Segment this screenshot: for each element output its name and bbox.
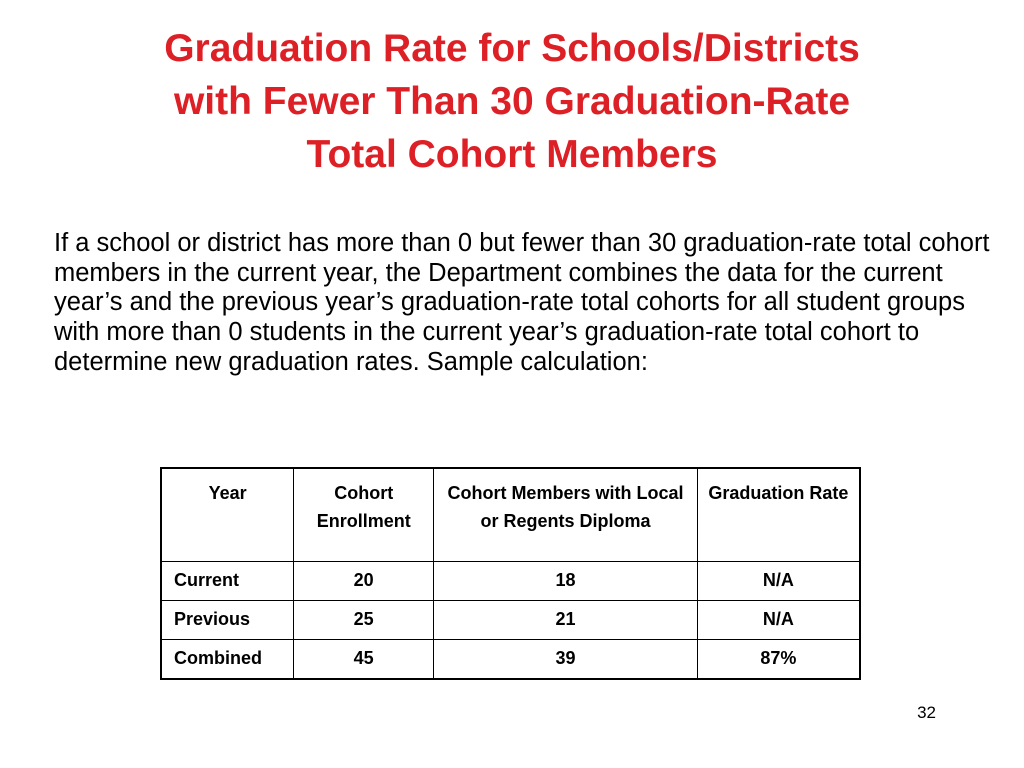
- table-cell-rate: 87%: [697, 639, 860, 679]
- table-cell-year: Previous: [161, 600, 294, 639]
- body-paragraph: If a school or district has more than 0 but fewer than 30 graduation-rate total cohort members in the current year, the Department combines the data for the current year’s and the previous year’s graduation-rate total cohorts for all student groups with more than 0 students in the current year’s graduation-rate total cohort to determine new graduation rates. Sample calculation:: [54, 229, 990, 376]
- header-cohort-enrollment: Cohort Enrollment: [294, 468, 434, 561]
- header-graduation-rate: Graduation Rate: [697, 468, 860, 561]
- table-cell-enrollment: 25: [294, 600, 434, 639]
- table-cell-diploma: 18: [434, 561, 698, 600]
- table-cell-diploma: 21: [434, 600, 698, 639]
- title-line-1: Graduation Rate for Schools/Districts: [164, 27, 860, 70]
- title-line-3: Total Cohort Members: [306, 133, 718, 176]
- table-cell-rate: N/A: [697, 561, 860, 600]
- sample-calculation-table: [160, 467, 861, 680]
- table-cell-diploma: 39: [434, 639, 698, 679]
- table-cell-year: Combined: [161, 639, 294, 679]
- table-header-row: [161, 468, 860, 561]
- page-number: 32: [917, 703, 936, 722]
- table-row: [161, 639, 860, 679]
- title-line-2: with Fewer Than 30 Graduation-Rate: [173, 80, 851, 123]
- table-cell-rate: N/A: [697, 600, 860, 639]
- header-cohort-members-diploma: Cohort Members with Local or Regents Diploma: [434, 468, 698, 561]
- table-cell-enrollment: 20: [294, 561, 434, 600]
- table-cell-enrollment: 45: [294, 639, 434, 679]
- slide-title: [40, 22, 984, 181]
- table-cell-year: Current: [161, 561, 294, 600]
- header-year: Year: [161, 468, 294, 561]
- table-row: [161, 561, 860, 600]
- table-row: [161, 600, 860, 639]
